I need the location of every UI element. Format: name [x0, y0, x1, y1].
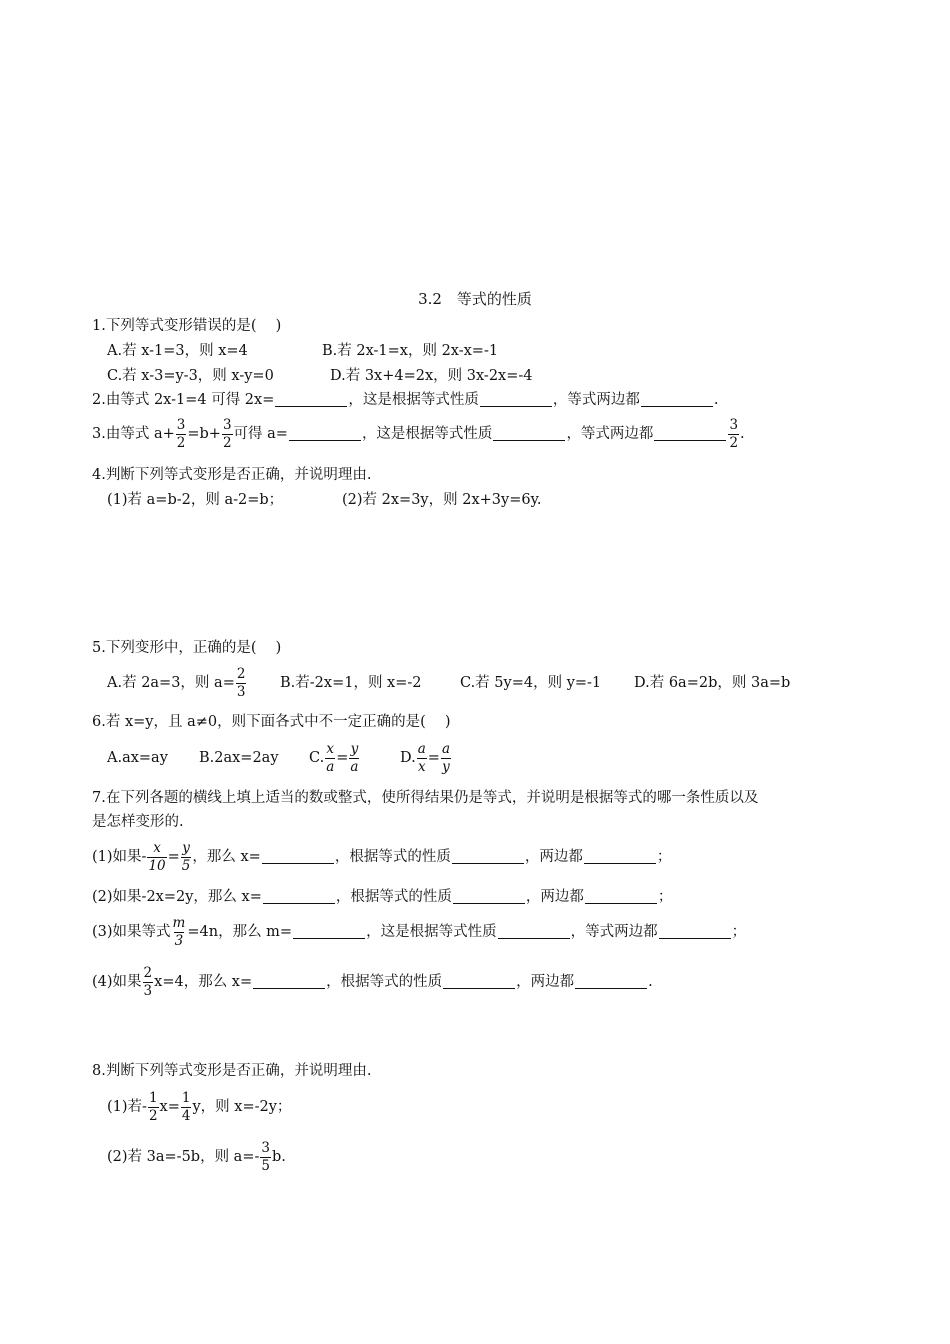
q8-sub-1: [107, 1087, 291, 1127]
q5-option-b: B.若-2x=1，则 x=-2: [280, 675, 422, 691]
q7-s3-text-5: ；: [731, 924, 747, 940]
q8-s1-text-3: y，则 x=-2y；: [192, 1099, 292, 1115]
q7-s1-text-4: ，两边都: [524, 849, 583, 865]
q7-s1-text-2: ，那么 x=: [192, 849, 261, 865]
q5-option-a: [107, 663, 247, 703]
q3-blank-2[interactable]: [493, 424, 565, 441]
q6-option-c-equals: =: [336, 750, 349, 766]
q6-option-d-label: D.: [400, 750, 416, 766]
q7-stem-line-1: 7.在下列各题的横线上填上适当的数或整式，使所得结果仍是等式，并说明是根据等式的哪一条性质以及: [92, 790, 759, 806]
q7-s2-blank-3[interactable]: [585, 887, 657, 904]
q1-option-c: C.若 x-3=y-3，则 x-y=0: [107, 368, 274, 384]
q6-option-a: A.ax=ay: [107, 750, 168, 766]
q5-option-d: D.若 6a=2b，则 3a=b: [634, 675, 791, 691]
q7-s3-text-1: (3)如果等式: [92, 924, 171, 940]
q8-s2-fraction: $\frac{3}{5}$: [261, 1139, 270, 1174]
q2-text-2: ，这是根据等式性质: [348, 392, 479, 408]
q6-option-b: B.2ax=2ay: [199, 750, 279, 766]
q7-sub-3: [92, 912, 746, 952]
q7-s2-text-3: ，两边都: [525, 889, 584, 905]
q7-s2-text-1: (2)如果-2x=2y，那么 x=: [92, 889, 262, 905]
q1-option-d: D.若 3x+4=2x，则 3x-2x=-4: [330, 368, 533, 384]
q3-fraction-1: $\frac{3}{2}$: [176, 416, 186, 451]
q7-s3-text-4: ，等式两边都: [570, 924, 658, 940]
q3-blank-3[interactable]: [654, 424, 726, 441]
q6-option-c-fraction-1: $\frac{x}{a}$: [326, 740, 335, 775]
q7-sub-2: [92, 887, 672, 907]
q7-s4-blank-2[interactable]: [443, 972, 515, 989]
q7-s4-blank-1[interactable]: [253, 972, 325, 989]
q7-s1-fraction-1: $\frac{x}{10}$: [148, 839, 166, 874]
q7-s4-blank-3[interactable]: [575, 972, 647, 989]
q7-s2-text-2: ，根据等式的性质: [335, 889, 452, 905]
q1-option-b: B.若 2x-1=x，则 2x-x=-1: [322, 343, 499, 359]
q7-stem-line-2: 是怎样变形的.: [92, 814, 184, 830]
q8-s1-text-2: x=: [159, 1099, 180, 1115]
q7-s2-text-4: ；: [657, 889, 673, 905]
q3-text-4: ，这是根据等式性质: [361, 426, 493, 442]
q2-blank-3[interactable]: [641, 390, 713, 407]
q4-sub-1: (1)若 a=b-2，则 a-2=b；: [107, 492, 284, 508]
q3-line: [92, 414, 745, 454]
q7-s1-fraction-2: $\frac{y}{5}$: [181, 839, 191, 874]
q7-s2-blank-2[interactable]: [453, 887, 525, 904]
q6-option-d-fraction-1: $\frac{a}{x}$: [417, 740, 426, 775]
q7-s3-text-2: =4n，那么 m=: [187, 924, 293, 940]
q7-s1-equals: =: [167, 849, 180, 865]
q6-option-d-fraction-2: $\frac{a}{y}$: [441, 740, 450, 775]
q6-option-c-label: C.: [309, 750, 325, 766]
q7-s4-text-4: ，两边都: [516, 974, 575, 990]
q7-s3-fraction: $\frac{m}{3}$: [172, 914, 186, 949]
q7-s3-blank-3[interactable]: [659, 922, 731, 939]
q7-s3-blank-2[interactable]: [498, 922, 570, 939]
q3-fraction-3: $\frac{3}{2}$: [729, 416, 739, 451]
q2-text-3: ，等式两边都: [552, 392, 640, 408]
q3-text-5: ，等式两边都: [566, 426, 654, 442]
q8-s2-text-2: b.: [271, 1149, 286, 1165]
q7-sub-1: [92, 837, 671, 877]
q2-text-1: 2.由等式 2x-1=4 可得 2x=: [92, 392, 275, 408]
q3-fraction-2: $\frac{3}{2}$: [222, 416, 232, 451]
q7-s3-blank-1[interactable]: [293, 922, 365, 939]
q3-text-1: 3.由等式 a+: [92, 426, 175, 442]
q2-line: [92, 390, 718, 410]
q1-option-a: A.若 x-1=3，则 x=4: [107, 343, 248, 359]
page-title: 3.2 等式的性质: [418, 290, 532, 308]
q7-s1-blank-1[interactable]: [262, 847, 334, 864]
q7-s4-text-2: x=4，那么 x=: [154, 974, 253, 990]
q7-sub-4: [92, 962, 653, 1002]
q6-option-d: [400, 738, 452, 778]
q8-s1-fraction-1: $\frac{1}{2}$: [148, 1089, 158, 1124]
q8-stem: 8.判断下列等式变形是否正确，并说明理由.: [92, 1063, 372, 1079]
q2-blank-1[interactable]: [275, 390, 347, 407]
q6-stem: 6.若 x=y，且 a≠0，则下面各式中不一定正确的是( ): [92, 714, 451, 730]
q7-s1-blank-2[interactable]: [452, 847, 524, 864]
q5-stem: 5.下列变形中，正确的是( ): [92, 640, 282, 656]
q7-s3-text-3: ，这是根据等式性质: [366, 924, 497, 940]
q7-s1-text-5: ；: [656, 849, 672, 865]
q7-s4-text-5: .: [648, 974, 653, 990]
q8-s1-fraction-2: $\frac{1}{4}$: [181, 1089, 191, 1124]
q6-option-c-fraction-2: $\frac{y}{a}$: [350, 740, 359, 775]
q3-text-2: =b+: [187, 426, 221, 442]
q7-s4-fraction: $\frac{2}{3}$: [143, 964, 153, 999]
q1-stem: 1.下列等式变形错误的是( ): [92, 318, 282, 334]
q5-option-a-text: A.若 2a=3，则 a=: [107, 675, 235, 691]
q2-blank-2[interactable]: [480, 390, 552, 407]
q5-option-a-fraction: $\frac{2}{3}$: [236, 665, 246, 700]
q2-text-4: .: [713, 392, 719, 408]
q8-s1-text-1: (1)若-: [107, 1099, 147, 1115]
q3-text-3: 可得 a=: [233, 426, 288, 442]
q3-blank-1[interactable]: [289, 424, 361, 441]
q7-s4-text-3: ，根据等式的性质: [326, 974, 443, 990]
q8-sub-2: [107, 1137, 286, 1177]
q7-s1-blank-3[interactable]: [584, 847, 656, 864]
q7-s1-text-1: (1)如果-: [92, 849, 147, 865]
q3-text-6: .: [740, 426, 745, 442]
q7-s2-blank-1[interactable]: [263, 887, 335, 904]
q7-s1-text-3: ，根据等式的性质: [334, 849, 451, 865]
q8-s2-text-1: (2)若 3a=-5b，则 a=-: [107, 1149, 260, 1165]
q6-option-c: [309, 738, 360, 778]
q4-sub-2: (2)若 2x=3y，则 2x+3y=6y.: [342, 492, 542, 508]
q7-s4-text-1: (4)如果: [92, 974, 142, 990]
q5-option-c: C.若 5y=4，则 y=-1: [460, 675, 602, 691]
q4-stem: 4.判断下列等式变形是否正确，并说明理由.: [92, 467, 372, 483]
q6-option-d-equals: =: [427, 750, 440, 766]
